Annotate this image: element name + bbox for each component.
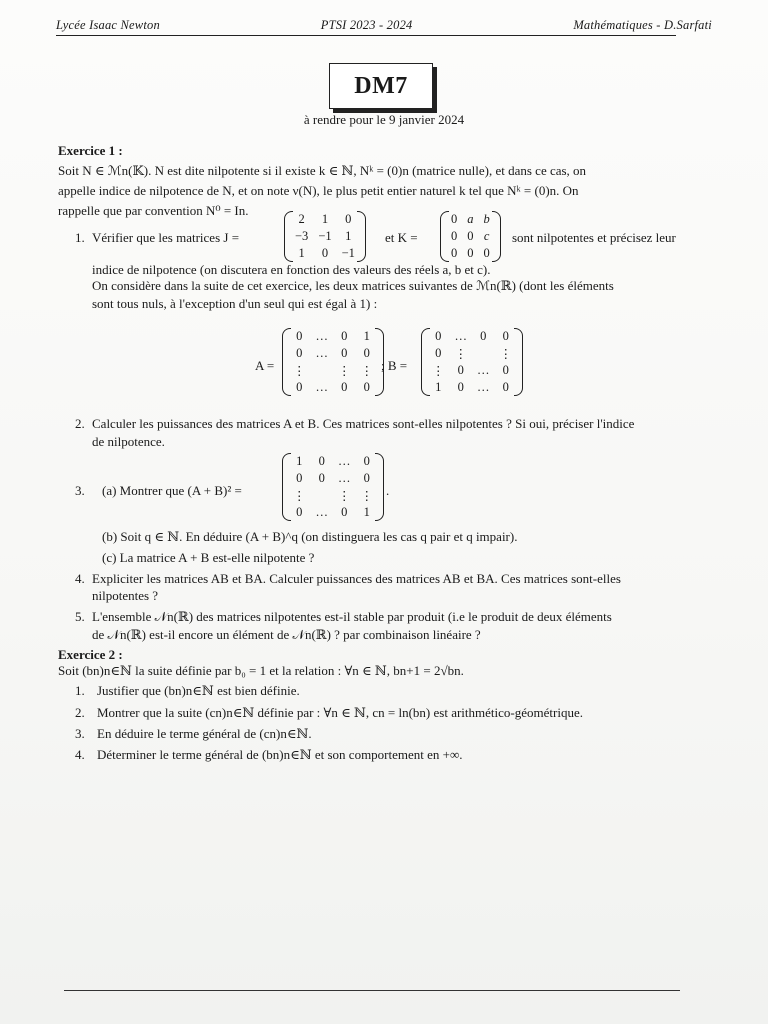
matrix-cell: 0 [467, 246, 474, 260]
doc-title: DM7 [354, 72, 408, 99]
label-B: ; B = [381, 358, 408, 373]
q1-number: 1. [75, 230, 85, 245]
matrix-cell: 0 [296, 505, 303, 519]
ex2-item-4-text: Déterminer le terme général de (bn)n∈ℕ et son comportement en +∞. [97, 747, 463, 762]
matrix-cell: ⋮ [432, 363, 445, 378]
matrix-cell: … [477, 363, 490, 377]
matrix-cell: … [315, 505, 328, 519]
matrix-cell: 1 [363, 329, 370, 343]
matrix-cell: 0 [341, 329, 348, 343]
exercise1-intro-line3: rappelle que par convention N⁰ = In. [58, 203, 249, 218]
q5-number: 5. [75, 609, 85, 624]
matrix-cell: ⋮ [499, 346, 512, 361]
matrix-cell: 0 [435, 346, 442, 360]
matrix-cell: a [467, 212, 474, 226]
matrix-cell: … [454, 329, 467, 343]
matrix-cell: 0 [451, 229, 458, 243]
matrix-cell: 0 [363, 471, 370, 485]
footer-rule [64, 990, 680, 991]
matrix-cell: −3 [295, 229, 309, 243]
q2-text-b: de nilpotence. [92, 434, 165, 449]
matrix-cell [311, 362, 334, 379]
header-rule [56, 35, 676, 36]
matrix-cell: −1 [341, 246, 355, 260]
matrix-cell [472, 345, 495, 362]
ex2-item-3-number: 3. [75, 726, 85, 741]
q1-text-d: indice de nilpotence (on discutera en fonction des valeurs des réels a, b et c). [92, 262, 491, 277]
q5-text-a: L'ensemble 𝒩n(ℝ) des matrices nilpotentes est-il stable par produit (i.e le produit de deux éléments [92, 609, 612, 624]
matrix-J [290, 211, 360, 262]
matrix-cell: 0 [363, 454, 370, 468]
ex2-item-1-number: 1. [75, 683, 85, 698]
q4-text-a: Expliciter les matrices AB et BA. Calculer puissances des matrices AB et BA. Ces matrices sont-elles [92, 571, 621, 586]
matrix-cell: c [483, 229, 490, 243]
q4-number: 4. [75, 571, 85, 586]
matrix-cell: 0 [296, 471, 303, 485]
matrix-cell: 0 [296, 346, 303, 360]
q2-text-a: Calculer les puissances des matrices A et B. Ces matrices sont-elles nilpotentes ? Si oui, préciser l'indice [92, 416, 635, 431]
matrix-cell: 0 [341, 380, 348, 394]
matrix-cell: 0 [502, 363, 509, 377]
matrix-K [446, 211, 495, 262]
q1-text-f: sont tous nuls, à l'exception d'un seul qui est égal à 1) : [92, 296, 378, 311]
ex2-item-2-text: Montrer que la suite (cn)n∈ℕ définie par : ∀n ∈ ℕ, cn = ln(bn) est arithmético-géométrique. [97, 705, 583, 720]
matrix-cell: 0 [296, 380, 303, 394]
q5-text-b: de 𝒩n(ℝ) est-il encore un élément de 𝒩n(ℝ) ? par combinaison linéaire ? [92, 627, 481, 642]
header-school: Lycée Isaac Newton [56, 18, 160, 32]
q1-text-a: Vérifier que les matrices J = [92, 230, 240, 245]
matrix-cell: 0 [318, 471, 325, 485]
exercise1-intro-line2: appelle indice de nilpotence de N, et on note ν(N), le plus petit entier naturel k tel que Nᵏ = (0)n. On [58, 183, 579, 198]
matrix-cell: 0 [341, 505, 348, 519]
matrix-cell: 0 [483, 246, 490, 260]
q3a-end: . [386, 483, 390, 498]
title-box [329, 63, 433, 109]
q3a-text: (a) Montrer que (A + B)² = [102, 483, 242, 498]
matrix-cell: 1 [435, 380, 442, 394]
matrix-cell: 0 [363, 380, 370, 394]
matrix-cell: … [338, 471, 351, 485]
q1-text-e: On considère dans la suite de cet exercice, les deux matrices suivantes de ℳn(ℝ) (dont les éléments [92, 278, 614, 293]
matrix-cell: 0 [457, 363, 464, 377]
q4-text-b: nilpotentes ? [92, 588, 159, 603]
exercise1-intro-line1: Soit N ∈ ℳn(𝕂). N est dite nilpotente si il existe k ∈ ℕ, Nᵏ = (0)n (matrice nulle), et dans ce cas, on [58, 163, 587, 178]
header-subject: Mathématiques - D.Sarfati [573, 18, 712, 32]
q1-text-b: et K = [385, 230, 418, 245]
matrix-B [427, 328, 517, 396]
matrix-cell: 0 [457, 380, 464, 394]
matrix-cell: 1 [321, 212, 329, 226]
exercise1-title: Exercice 1 : [58, 143, 123, 158]
matrix-cell: ⋮ [293, 488, 306, 503]
matrix-cell: ⋮ [360, 488, 373, 503]
matrix-cell: 0 [451, 212, 458, 226]
matrix-cell: 0 [345, 212, 352, 226]
matrix-A-plus-B-squared [288, 453, 378, 521]
matrix-cell: 1 [363, 505, 370, 519]
matrix-cell: ⋮ [293, 363, 306, 378]
exercise2-title: Exercice 2 : [58, 647, 123, 662]
matrix-cell: 2 [298, 212, 305, 226]
matrix-cell: 0 [502, 329, 509, 343]
ex2-item-3-text: En déduire le terme général de (cn)n∈ℕ. [97, 726, 312, 741]
matrix-cell: ⋮ [338, 363, 351, 378]
matrix-cell: … [338, 454, 351, 468]
matrix-A [288, 328, 378, 396]
matrix-cell: … [315, 329, 328, 343]
page-header [56, 18, 712, 33]
matrix-cell: 1 [345, 229, 352, 243]
q3-number: 3. [75, 483, 85, 498]
due-date: à rendre pour le 9 janvier 2024 [303, 112, 465, 127]
q3c-text: (c) La matrice A + B est-elle nilpotente ? [102, 550, 315, 565]
q3b-text: (b) Soit q ∈ ℕ. En déduire (A + B)^q (on distinguera les cas q pair et q impair). [102, 529, 518, 544]
label-A: A = [255, 358, 275, 373]
matrix-cell: 0 [467, 229, 474, 243]
matrix-cell: 0 [363, 346, 370, 360]
q2-number: 2. [75, 416, 85, 431]
matrix-cell: b [483, 212, 490, 226]
ex2-item-1-text: Justifier que (bn)n∈ℕ est bien définie. [97, 683, 300, 698]
matrix-cell: 0 [480, 329, 487, 343]
matrix-cell: … [315, 380, 328, 394]
ex2-item-2-number: 2. [75, 705, 85, 720]
matrix-cell: ⋮ [454, 346, 467, 361]
matrix-cell: 0 [502, 380, 509, 394]
header-class: PTSI 2023 - 2024 [320, 18, 413, 32]
matrix-cell: −1 [318, 229, 332, 243]
matrix-cell: 1 [298, 246, 305, 260]
matrix-cell: ⋮ [338, 488, 351, 503]
matrix-cell: ⋮ [360, 363, 373, 378]
matrix-cell: … [477, 380, 490, 394]
matrix-cell: 0 [341, 346, 348, 360]
matrix-cell: … [315, 346, 328, 360]
matrix-cell: 0 [451, 246, 458, 260]
matrix-cell: 0 [435, 329, 442, 343]
matrix-cell: 1 [296, 454, 303, 468]
q1-text-c: sont nilpotentes et précisez leur [512, 230, 676, 245]
matrix-cell [311, 487, 334, 504]
matrix-cell: 0 [321, 246, 329, 260]
matrix-cell: 0 [318, 454, 325, 468]
exercise2-intro: Soit (bn)n∈ℕ la suite définie par b₀ = 1 et la relation : ∀n ∈ ℕ, bn+1 = 2√bn. [58, 663, 464, 678]
matrix-cell: 0 [296, 329, 303, 343]
ex2-item-4-number: 4. [75, 747, 85, 762]
